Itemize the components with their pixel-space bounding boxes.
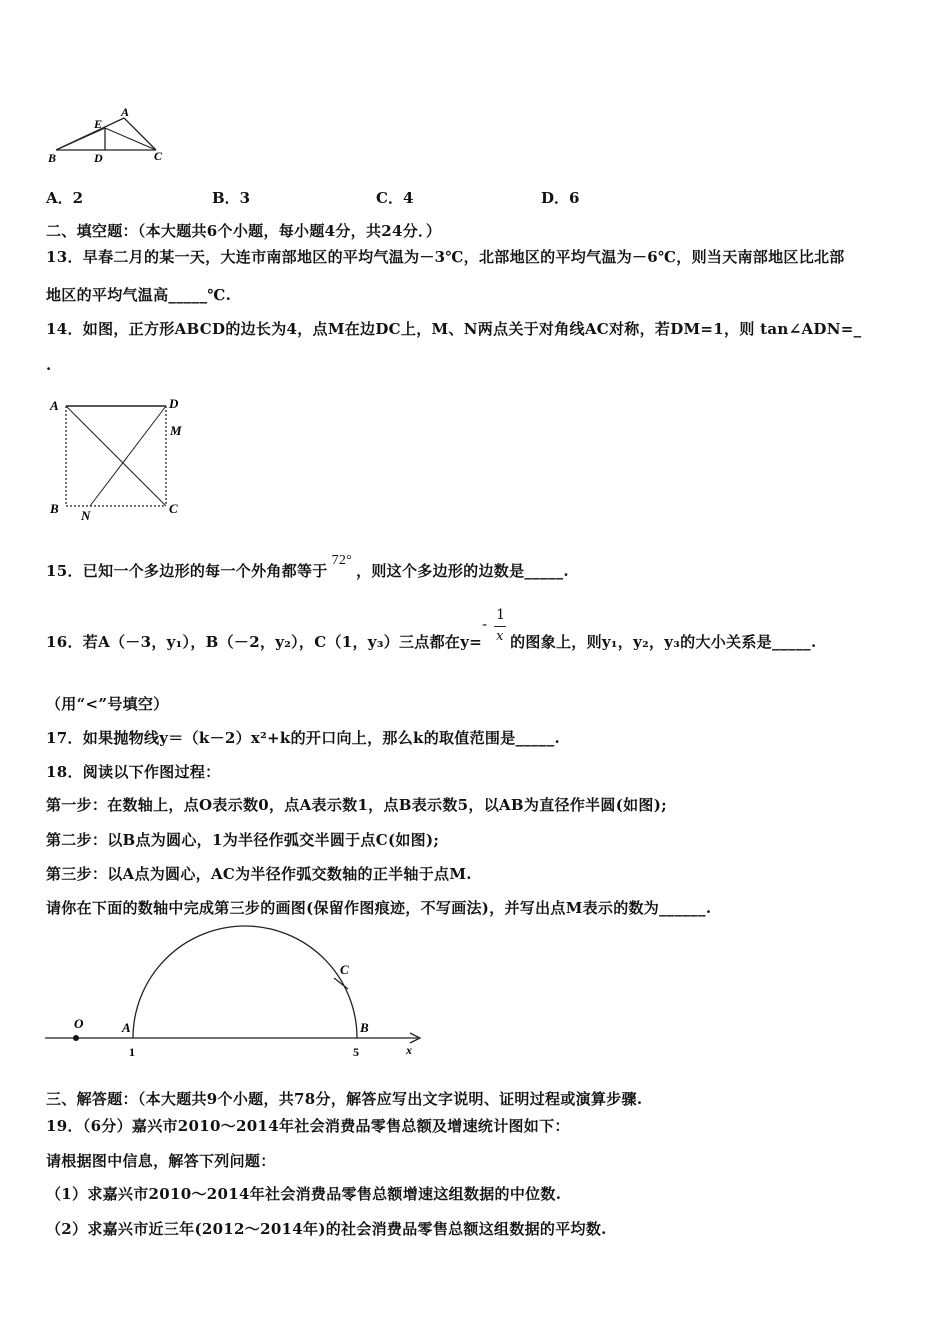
label-d: D	[169, 396, 179, 411]
option-d: D．6	[541, 189, 580, 207]
label-b: B	[360, 1020, 369, 1035]
q15-line	[46, 553, 569, 581]
q18-step3: 第三步：以A点为圆心，AC为半径作弧交数轴的正半轴于点M.	[46, 865, 472, 883]
fraction-sign: -	[482, 615, 488, 633]
section-2-header: 二、填空题：（本大题共6个小题，每小题4分，共24分．）	[46, 222, 442, 240]
label-c: C	[154, 149, 163, 163]
q15-text-pre: 15．已知一个多边形的每一个外角都等于	[46, 562, 328, 580]
q18-step2: 第二步：以B点为圆心，1为半径作弧交半圆于点C(如图);	[46, 831, 440, 849]
q18-step1: 第一步：在数轴上，点O表示数0，点A表示数1，点B表示数5，以AB为直径作半圆(如图);	[46, 796, 667, 814]
q18-title: 18．阅读以下作图过程：	[46, 763, 221, 781]
label-n: N	[81, 508, 91, 523]
q13-line1: 13．早春二月的某一天，大连市南部地区的平均气温为－3℃，北部地区的平均气温为－6℃，则当天南部地区比北部	[46, 248, 845, 266]
q16-line	[46, 607, 817, 652]
square-figure-q14	[46, 392, 196, 527]
q19-sub1: （1）求嘉兴市2010～2014年社会消费品零售总额增速这组数据的中位数.	[46, 1185, 562, 1203]
q16-note: （用“<”号填空）	[46, 695, 169, 713]
q16-text-post: 的图象上，则y₁，y₂，y₃的大小关系是_____.	[510, 633, 817, 651]
q13-line2: 地区的平均气温高_____℃.	[46, 286, 232, 304]
label-x: x	[406, 1043, 412, 1057]
tick-5: 5	[353, 1045, 359, 1059]
fraction-denominator: x	[496, 629, 504, 644]
label-b: B	[50, 501, 59, 516]
q18-ask: 请你在下面的数轴中完成第三步的画图(保留作图痕迹，不写画法)，并写出点M表示的数为______.	[46, 899, 712, 917]
q15-angle: 72°	[331, 553, 353, 568]
label-m: M	[170, 423, 182, 438]
q14-line2: .	[46, 356, 52, 374]
label-c: C	[169, 501, 178, 516]
label-a: A	[121, 105, 130, 119]
q16-fraction	[482, 607, 510, 647]
option-b: B．3	[212, 189, 251, 207]
triangle-figure-q12	[44, 104, 174, 170]
label-e: E	[94, 117, 103, 131]
label-a: A	[50, 398, 59, 413]
option-a: A．2	[46, 189, 84, 207]
q15-text-post: ，则这个多边形的边数是_____.	[356, 562, 569, 580]
label-a: A	[122, 1020, 131, 1035]
label-b: B	[48, 151, 57, 165]
q14-line1: 14．如图，正方形ABCD的边长为4，点M在边DC上，M、N两点关于对角线AC对称，若DM=1，则 tan∠ADN=_	[46, 320, 862, 338]
label-d: D	[94, 151, 103, 165]
q19-line1: 19．（6分）嘉兴市2010～2014年社会消费品零售总额及增速统计图如下：	[46, 1117, 570, 1135]
label-o: O	[74, 1016, 84, 1031]
tick-1: 1	[129, 1045, 135, 1059]
label-c: C	[340, 962, 349, 977]
fraction-numerator: 1	[496, 607, 506, 623]
section-3-header: 三、解答题：（本大题共9个小题，共78分，解答应写出文字说明、证明过程或演算步骤.	[46, 1090, 643, 1108]
q19-line2: 请根据图中信息，解答下列问题：	[46, 1152, 276, 1170]
q17-line: 17．如果抛物线y＝（k－2）x²+k的开口向上，那么k的取值范围是_____.	[46, 729, 561, 747]
fraction-bar	[494, 626, 506, 627]
number-line-figure-q18	[40, 920, 440, 1060]
option-c: C．4	[376, 189, 414, 207]
q16-text-pre: 16．若A（－3，y₁），B（－2，y₂），C（1，y₃）三点都在y=	[46, 633, 483, 651]
q19-sub2: （2）求嘉兴市近三年(2012～2014年)的社会消费品零售总额这组数据的平均数.	[46, 1220, 607, 1238]
